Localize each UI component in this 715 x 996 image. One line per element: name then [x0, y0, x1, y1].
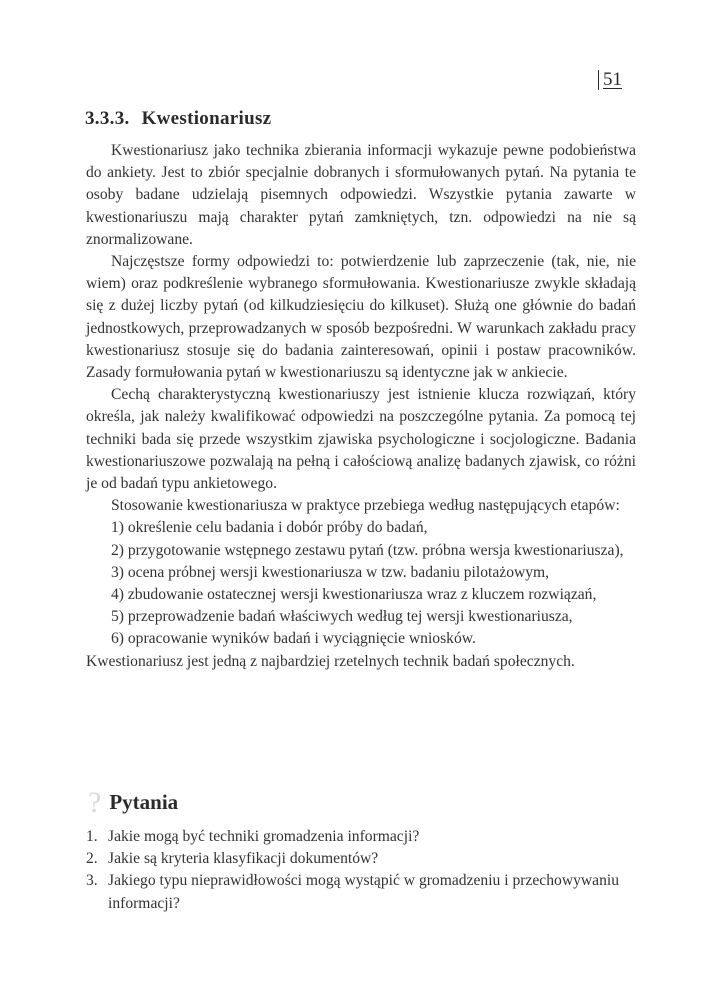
- list-item: 4) zbudowanie ostatecznej wersji kwestionariusza wraz z kluczem rozwiązań,: [111, 586, 597, 604]
- paragraph: Stosowanie kwestionariusza w praktyce przebiega według następujących etapów:: [111, 497, 620, 515]
- question-text: Jakie są kryteria klasyfikacji dokumentów?: [108, 850, 379, 868]
- question-item: [86, 848, 636, 870]
- question-number: 3.: [86, 872, 98, 890]
- section-title: Kwestionariusz: [141, 108, 272, 129]
- questions-list: [86, 826, 636, 915]
- section-heading: [85, 108, 271, 130]
- question-number: 1.: [86, 828, 98, 845]
- list-item: 2) przygotowanie wstępnego zestawu pytań (tzw. próbna wersja kwestionariusza),: [111, 541, 624, 559]
- question-item: [86, 870, 636, 914]
- paragraph: Najczęstsze formy odpowiedzi to: potwierdzenie lub zaprzeczenie (tak, nie, nie wiem) oraz podkreślenie wybranego sformułowania. Kwestionariusze zwykle składają się z dużej liczby pytań (od kilkudziesięciu do kilkuset). Służą one głównie do badań jednostkowych, przeprowadzanych w sposób bezpośredni. W warunkach zakładu pracy kwestionariusz stosuje się do badania zainteresowań, opinii i postaw pracowników. Zasady formułowania pytań w kwestionariuszu są identyczne jak w ankiecie.: [86, 253, 636, 382]
- closing-sentence: Kwestionariusz jest jedną z najbardziej rzetelnych technik badań społecznych.: [86, 652, 575, 670]
- question-mark-icon: ?: [88, 785, 102, 819]
- questions-title: Pytania: [109, 790, 179, 814]
- section-body: [86, 140, 636, 673]
- question-number: 2.: [86, 850, 98, 868]
- section-number: 3.3.3.: [85, 108, 130, 129]
- page-number: 51: [598, 70, 622, 90]
- question-item: [86, 826, 636, 848]
- questions-heading: [88, 785, 179, 819]
- question-text: Jakiego typu nieprawidłowości mogą wystąpić w gromadzeniu i przechowywaniu informacji?: [108, 872, 619, 912]
- list-item: 1) określenie celu badania i dobór próby do badań,: [111, 519, 428, 537]
- question-text: Jakie mogą być techniki gromadzenia informacji?: [108, 828, 420, 845]
- paragraph: Cechą charakterystyczną kwestionariuszy jest istnienie klucza rozwiązań, który określa, jak należy kwalifikować odpowiedzi na poszczególne pytania. Za pomocą tej techniki bada się przede wszystkim zjawiska psychologiczne i socjologiczne. Badania kwestionariuszowe pozwalają na pełną i całościową analizę badanych zjawisk, co różni je od badań typu ankietowego.: [86, 386, 636, 493]
- list-item: 3) ocena próbnej wersji kwestionariusza w tzw. badaniu pilotażowym,: [111, 563, 550, 581]
- paragraph: Kwestionariusz jako technika zbierania informacji wykazuje pewne podobieństwa do ankiety. Jest to zbiór specjalnie dobranych i sformułowanych pytań. Na pytania te osoby badane udzielają pisemnych odpowiedzi. Wszystkie pytania zawarte w kwestionariuszu mają charakter pytań zamkniętych, tzn. odpowiedzi na nie są znormalizowane.: [86, 142, 636, 248]
- list-item: 6) opracowanie wyników badań i wyciągnięcie wniosków.: [111, 630, 476, 648]
- list-item: 5) przeprowadzenie badań właściwych według tej wersji kwestionariusza,: [111, 608, 573, 626]
- stages-list: [86, 517, 636, 650]
